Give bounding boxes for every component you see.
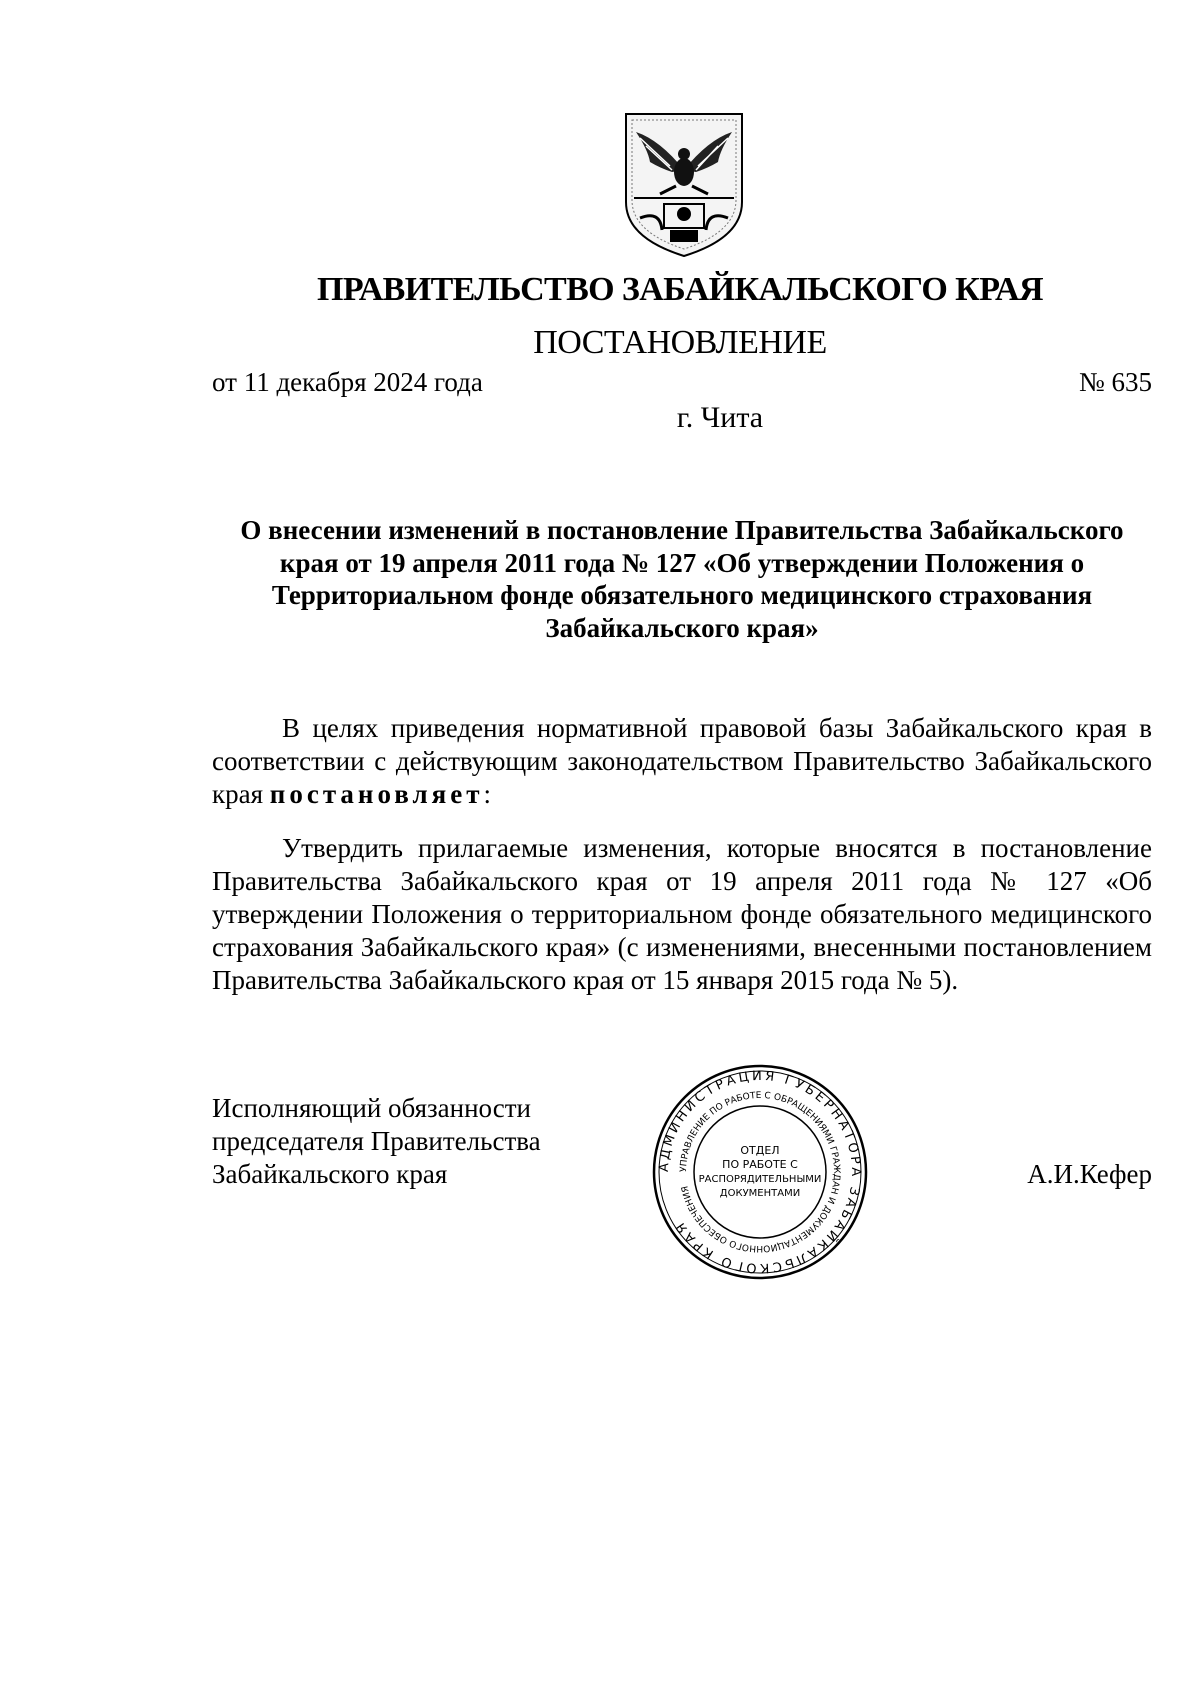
stamp-outer-ring: АДМИНИСТРАЦИЯ ГУБЕРНАТОРА ЗАБАЙКАЛЬСКОГО КРАЯ: [656, 1068, 864, 1276]
document-city: г. Чита: [676, 401, 764, 434]
document-type: ПОСТАНОВЛЕНИЕ: [533, 324, 827, 361]
document-number: № 635: [1078, 367, 1152, 397]
stamp-center-3: РАСПОРЯДИТЕЛЬНЫМИ: [698, 1174, 822, 1185]
coat-of-arms-icon: [620, 110, 748, 260]
signatory-title: [212, 1092, 541, 1191]
p1-text: В целях приведения нормативной правовой базы Забайкальского края в соответствии с действующим законодательством Правительство Забайкальского края: [212, 713, 1152, 809]
signatory-title-line-1: Исполняющий обязанности: [212, 1093, 531, 1123]
body-paragraph-2: Утвердить прилагаемые изменения, которые вносятся в постановление Правительства Забайкальского края от 19 апреля 2011 года № 127 «Об утверждении Положения о территориальном фонде обязательного медицинского страхования Забайкальского края» (с изменениями, внесенными постановлением Правительства Забайкальского края от 15 января 2015 года № 5).: [212, 833, 1152, 995]
stamp-center-1: ОТДЕЛ: [740, 1144, 780, 1157]
signatory-title-line-2: председателя Правительства: [212, 1126, 541, 1156]
signatory-name: А.И.Кефер: [1027, 1159, 1152, 1189]
stamp-inner-ring: УПРАВЛЕНИЕ ПО РАБОТЕ С ОБРАЩЕНИЯМИ ГРАЖДАН И ДОКУМЕНТАЦИОННОГО ОБЕСПЕЧЕНИЯ: [678, 1090, 842, 1254]
organization-title: ПРАВИТЕЛЬСТВО ЗАБАЙКАЛЬСКОГО КРАЯ: [317, 271, 1043, 308]
round-seal-icon: [650, 1062, 870, 1282]
signatory-title-line-3: Забайкальского края: [212, 1159, 448, 1189]
p1-keyword: постановляет: [269, 779, 484, 809]
document-date: от 11 декабря 2024 года: [212, 367, 483, 397]
stamp-center-2: ПО РАБОТЕ С: [722, 1158, 798, 1171]
p1-end: :: [483, 779, 492, 809]
document-subject: О внесении изменений в постановление Правительства Забайкальского края от 19 апреля 2011 года № 127 «Об утверждении Положения о Территориальном фонде обязательного медицинского страхования Забайкальского края»: [240, 515, 1124, 643]
body-paragraph-1: [212, 712, 1152, 811]
stamp-center-4: ДОКУМЕНТАМИ: [719, 1188, 801, 1199]
